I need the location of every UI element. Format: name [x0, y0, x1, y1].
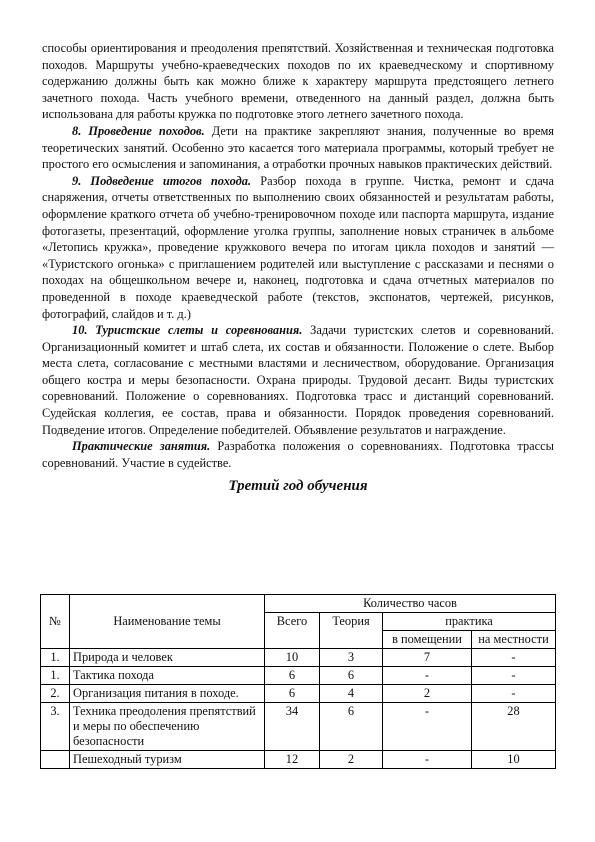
text-practice: Разработка положения о соревнованиях. Подготовка трассы соревнований. Участие в судействе.	[42, 439, 554, 470]
cell-topic: Организация питания в походе.	[70, 685, 265, 703]
text-hikes: Дети на практике закрепляют знания, полученные во время теоретических занятий. Особенно это касается того материала программы, который требует не простого его осмысления и запоминания, а отработки прочных навыков практических действий.	[42, 123, 554, 172]
cell-topic: Природа и человек	[70, 649, 265, 667]
cell-num	[41, 751, 70, 769]
heading-hikes: 8. Проведение походов.	[72, 123, 205, 138]
header-theory: Теория	[320, 613, 383, 649]
cell-indoor: -	[383, 751, 472, 769]
section-title: Третий год обучения	[228, 478, 368, 495]
cell-num: 1.	[41, 649, 70, 667]
cell-theory: 2	[320, 751, 383, 769]
header-indoor: в помещении	[383, 631, 472, 649]
table-row	[41, 649, 556, 667]
cell-indoor: 7	[383, 649, 472, 667]
table-row	[41, 751, 556, 769]
paragraph-results	[42, 173, 554, 322]
cell-total: 10	[265, 649, 320, 667]
paragraph-practice	[42, 438, 554, 471]
cell-topic: Пешеходный туризм	[70, 751, 265, 769]
cell-total: 6	[265, 685, 320, 703]
cell-indoor: 2	[383, 685, 472, 703]
header-num: №	[41, 595, 70, 649]
cell-topic: Тактика похода	[70, 667, 265, 685]
cell-outdoor: 28	[472, 703, 556, 751]
hours-table	[40, 594, 556, 769]
heading-rallies: 10. Туристские слеты и соревнования.	[72, 323, 303, 338]
paragraph-rallies	[42, 322, 554, 438]
header-practice: практика	[383, 613, 556, 631]
cell-num: 3.	[41, 703, 70, 751]
table-row	[41, 667, 556, 685]
cell-outdoor: -	[472, 667, 556, 685]
cell-total: 34	[265, 703, 320, 751]
header-topic: Наименование темы	[70, 595, 265, 649]
paragraph-methods: способы ориентирования и преодоления препятствий. Хозяйственная и техническая подготовка походов. Маршруты учебно-краеведческих походов по их краеведческому и спортивному содержанию должны быть как можно ближе к характеру маршрута предстоящего летнего зачетного похода. Часть учебного времени, отведенного на данный раздел, должна быть использована для работы кружка по подготовке этого летнего зачетного похода.	[42, 41, 554, 122]
document-body	[42, 40, 554, 496]
cell-outdoor: 10	[472, 751, 556, 769]
header-hours: Количество часов	[265, 595, 556, 613]
cell-topic: Техника преодоления препятствий и меры по обеспечению безопасности	[70, 703, 265, 751]
cell-theory: 6	[320, 703, 383, 751]
cell-total: 12	[265, 751, 320, 769]
cell-theory: 6	[320, 667, 383, 685]
cell-outdoor: -	[472, 649, 556, 667]
cell-indoor: -	[383, 703, 472, 751]
cell-indoor: -	[383, 667, 472, 685]
text-rallies: Задачи туристских слетов и соревнований. Организационный комитет и штаб слета, их состав и обязанности. Положение о слете. Выбор места слета, согласование с местными властями и лесничеством, оборудование. Организация общего костра и меры безопасности. Охрана природы. Трудовой десант. Виды туристских соревнований. Положение о соревнованиях. Подготовка трасс и дистанций соревнований. Судейская коллегия, ее состав, права и обязанности. Порядок проведения соревнований. Подведение итогов. Определение победителей. Объявление результатов и награждение.	[42, 323, 554, 437]
table-row	[41, 685, 556, 703]
heading-results: 9. Подведение итогов похода.	[72, 173, 252, 188]
cell-total: 6	[265, 667, 320, 685]
header-total: Всего	[265, 613, 320, 649]
header-outdoor: на местности	[472, 631, 556, 649]
heading-practice: Практические занятия.	[72, 439, 211, 454]
text-results: Разбор похода в группе. Чистка, ремонт и сдача снаряжения, отчеты ответственных по выполнению своих обязанностей и результатам работы, оформление краткого отчета об учебно-тренировочном походе или паспорта маршрута, издание фотогазеты, презентаций, оформление уголка группы, заполнение новых страничек в альбоме «Летопись кружка», проведение кружкового вечера по итогам цикла походов и занятий — «Туристского огонька» с приглашением родителей или выступление с рассказами и песнями о походах на общешкольном вечере и, наконец, подготовка и сдача отчетных материалов по проведенной в походе краеведческой работе (текстов, экспонатов, чертежей, рисунков, фотографий, слайдов и т. д.)	[42, 173, 554, 321]
paragraph-hikes	[42, 123, 554, 173]
cell-num: 1.	[41, 667, 70, 685]
cell-theory: 3	[320, 649, 383, 667]
cell-num: 2.	[41, 685, 70, 703]
cell-theory: 4	[320, 685, 383, 703]
cell-outdoor: -	[472, 685, 556, 703]
table-row	[41, 703, 556, 751]
